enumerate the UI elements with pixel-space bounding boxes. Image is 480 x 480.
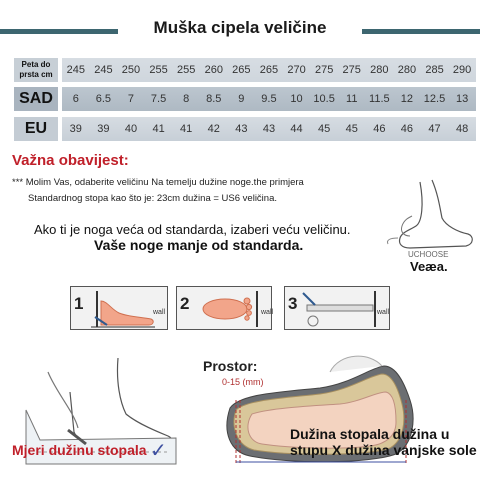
foot_length-cell: 285	[425, 64, 444, 76]
eu-cell: 41	[180, 123, 193, 135]
foot_length-cell: 270	[287, 64, 306, 76]
sad-cell: 12.5	[423, 93, 446, 105]
larger-caption: Veæa.	[410, 259, 448, 274]
eu-cell: 47	[428, 123, 441, 135]
eu-cell: 45	[318, 123, 331, 135]
measurement-steps	[70, 286, 390, 330]
eu-row	[14, 117, 476, 141]
foot-length-row	[14, 58, 476, 82]
brand-label: UCHOOSE	[408, 250, 449, 259]
step-1	[70, 286, 168, 330]
eu-header: EU	[14, 117, 58, 141]
foot_length-cell: 245	[66, 64, 85, 76]
step-1-wall-label: wall	[153, 309, 166, 316]
step-2-wall-label: wall	[261, 309, 274, 316]
foot_length-cell: 245	[94, 64, 113, 76]
foot_length-cell: 265	[259, 64, 279, 76]
sad-cell: 9	[238, 93, 245, 105]
ruler-icon	[285, 287, 391, 331]
insole-description: Dužina stopala dužina u stupu X dužina vanjske sole	[290, 426, 477, 458]
eu-cell: 44	[290, 123, 303, 135]
eu-cell: 40	[124, 123, 138, 135]
foot-header-line2: prsta cm	[19, 70, 53, 79]
space-range: 0-15 (mm)	[222, 377, 264, 387]
sad-cell: 7.5	[150, 93, 167, 105]
sad-cell: 12	[400, 93, 414, 105]
header	[0, 14, 480, 44]
sad-cell: 10.5	[313, 93, 335, 105]
sad-header: SAD	[14, 87, 58, 111]
foot_length-cell: 280	[397, 64, 417, 76]
step-2-number: 2	[180, 294, 190, 313]
eu-cells	[62, 117, 476, 141]
notice-text	[12, 175, 372, 207]
title-divider-left	[0, 29, 118, 34]
notice-title: Važna obavijest:	[12, 152, 129, 169]
space-label: Prostor:	[203, 358, 258, 374]
title-divider-right	[362, 29, 480, 34]
step-2	[176, 286, 272, 330]
eu-cell: 43	[235, 123, 248, 135]
sad-cell: 8	[183, 93, 190, 105]
sad-cells	[62, 87, 476, 111]
sad-cell: 11.5	[369, 93, 390, 105]
advice-smaller: Vaše noge manje od standarda.	[94, 237, 304, 253]
sad-row	[14, 87, 476, 111]
checkmark-icon: ✓	[150, 440, 167, 462]
foot_length-cell: 255	[176, 64, 196, 76]
sad-cell: 7	[127, 93, 135, 105]
step-3	[284, 286, 390, 330]
foot_length-cell: 260	[204, 64, 223, 76]
measure-label: Mjeri dužinu stopala	[12, 442, 147, 458]
sad-cell: 13	[455, 93, 469, 105]
foot_length-cell: 265	[232, 64, 251, 76]
foot_length-cell: 290	[452, 64, 472, 76]
foot-top-icon	[177, 287, 273, 331]
advice-larger: Ako ti je noga veća od standarda, izaberi veću veličinu.	[34, 222, 351, 237]
eu-cell: 46	[373, 123, 386, 135]
foot-header-line1: Peta do	[21, 60, 51, 69]
sad-cell: 8.5	[206, 93, 222, 105]
eu-cell: 39	[97, 123, 110, 135]
page-title: Muška cipela veličine	[153, 18, 327, 37]
eu-cell: 43	[262, 123, 276, 135]
eu-cell: 42	[207, 123, 220, 135]
notice-line1: *** Molim Vas, odaberite veličinu Na temelju dužine noge.the primjera	[12, 177, 304, 188]
eu-cell: 41	[152, 123, 165, 135]
foot_length-cell: 275	[342, 64, 361, 76]
foot-length-cells	[62, 58, 476, 82]
eu-cell: 48	[455, 123, 469, 135]
sad-cell: 6.5	[95, 93, 112, 105]
foot-length-header	[14, 58, 58, 82]
foot_length-cell: 255	[149, 64, 168, 76]
eu-cell: 39	[69, 123, 82, 135]
foot_length-cell: 250	[121, 64, 141, 76]
notice-line2: Standardnog stopa kao što je: 23cm dužina = US6 veličina.	[28, 193, 277, 204]
step-3-number: 3	[288, 294, 298, 313]
eu-cell: 45	[345, 123, 358, 135]
sad-cell: 10	[290, 93, 303, 105]
foot_length-cell: 280	[370, 64, 389, 76]
sad-cell: 9.5	[261, 93, 277, 105]
step-1-number: 1	[74, 294, 84, 313]
step-3-wall-label: wall	[377, 309, 390, 316]
eu-cell: 46	[400, 123, 414, 135]
foot_length-cell: 275	[314, 64, 334, 76]
sad-cell: 6	[72, 93, 79, 105]
sad-cell: 11	[346, 93, 358, 105]
